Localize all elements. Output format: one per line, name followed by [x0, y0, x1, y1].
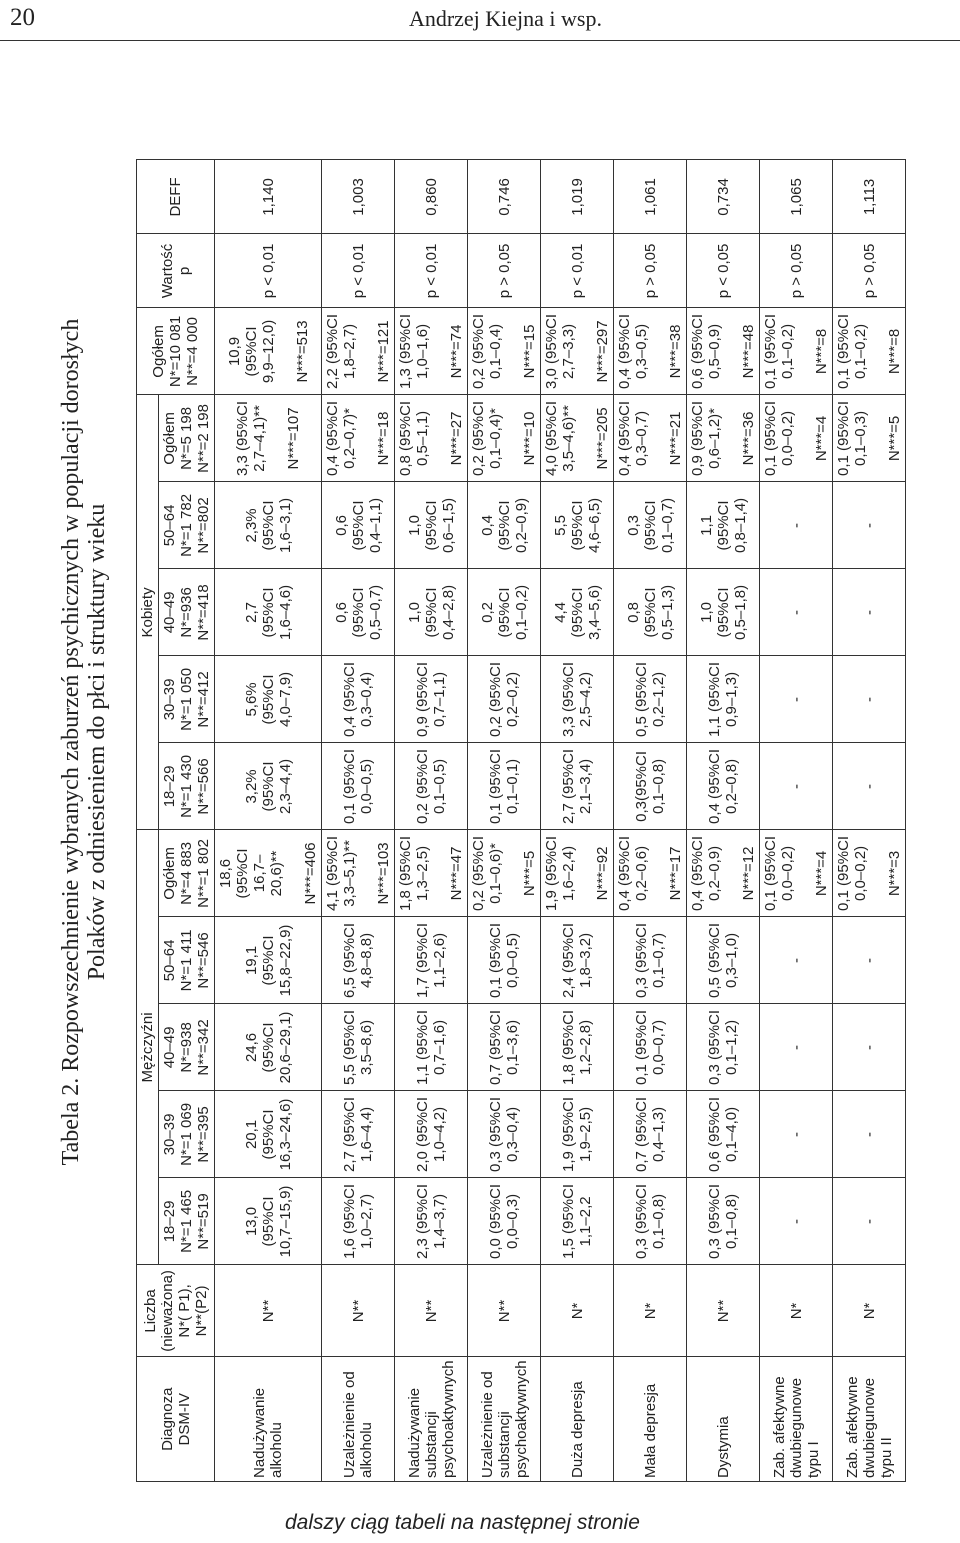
row-cell: 2,4 (95%CI 1,8–3,2)	[541, 917, 614, 1004]
subheader-col-7: 40–49 N*=936 N**=418	[159, 569, 215, 656]
row-cell: -	[833, 1178, 906, 1265]
row-cell: 0,2 (95%CI 0,1–0,2)	[468, 569, 541, 656]
header-men: Mężczyźni	[137, 830, 159, 1265]
table-title	[58, 2, 110, 1482]
row-diagnosis: Uzależnienie od alkoholu	[322, 1357, 395, 1482]
row-cell: 1,0 (95%CI 0,6–1,5)	[395, 482, 468, 569]
row-cell: 0,4 (95%CI 0,2–0,9)	[468, 482, 541, 569]
row-diagnosis: Duża depresja	[541, 1357, 614, 1482]
row-p-value: p > 0,05	[833, 234, 906, 308]
row-cell: 1,0 (95%CI 0,5–1,8)	[687, 569, 760, 656]
row-cell: 0,3 (95%CI 0,1–0,8)	[614, 1178, 687, 1265]
subheader-col-9: Ogółem N*=5 198 N**=2 198	[159, 395, 215, 482]
table-title-line-1: Tabela 2. Rozpowszechnienie wybranych zaburzeń psychicznych w populacji dorosłych	[58, 318, 84, 1166]
subheader-col-0: 18–29 N*=1 465 N**=519	[159, 1178, 215, 1265]
running-header-authors: Andrzej Kiejna i wsp.	[408, 6, 602, 31]
row-cell: 0,7 (95%CI 0,1–3,6)	[468, 1004, 541, 1091]
table-row	[395, 160, 468, 1482]
row-diagnosis: Uzależnienie od substancji psychoaktywnych	[468, 1357, 541, 1482]
row-diagnosis: Dystymia	[687, 1357, 760, 1482]
row-deff: 1,003	[322, 160, 395, 234]
table-title-line-2: Polaków z odniesieniem do płci i struktury wieku	[84, 503, 110, 981]
row-cell: 4,0 (95%CI 3,5–4,6)** N***=205	[541, 395, 614, 482]
row-deff: 1,019	[541, 160, 614, 234]
row-cell: -	[760, 1091, 833, 1178]
row-cell: 2,3 (95%CI 1,4–3,7)	[395, 1178, 468, 1265]
row-cell: 5,5 (95%CI 4,6–6,5)	[541, 482, 614, 569]
row-cell: 0,1 (95%CI 0,1–0,3) N***=5	[833, 395, 906, 482]
row-count-type: N*	[833, 1265, 906, 1357]
row-cell: 0,6 (95%CI 0,5–0,9) N***=48	[687, 308, 760, 395]
row-cell: 3,2% (95%CI 2,3–4,4)	[215, 743, 322, 830]
row-cell: 0,1 (95%CI 0,0–0,5)	[468, 917, 541, 1004]
row-cell: -	[833, 1004, 906, 1091]
page-number: 20	[10, 4, 35, 31]
table-row	[760, 160, 833, 1482]
row-deff: 1,061	[614, 160, 687, 234]
row-diagnosis: Nadużywanie alkoholu	[215, 1357, 322, 1482]
row-p-value: p > 0,05	[760, 234, 833, 308]
row-p-value: p < 0,01	[322, 234, 395, 308]
row-cell: 0,4 (95%CI 0,2–0,9) N***=12	[687, 830, 760, 917]
row-cell: 0,1 (95%CI 0,0–0,2) N***=3	[833, 830, 906, 917]
row-cell: 13,0 (95%CI 10,7–15,9)	[215, 1178, 322, 1265]
row-cell: 0,3(95%CI 0,1–0,8)	[614, 743, 687, 830]
subheader-col-1: 30–39 N*=1 069 N**=395	[159, 1091, 215, 1178]
table-body	[215, 160, 906, 1482]
row-cell: -	[760, 1178, 833, 1265]
row-deff: 1,140	[215, 160, 322, 234]
row-cell: 0,1 (95%CI 0,0–0,2) N***=4	[760, 830, 833, 917]
row-count-type: N**	[687, 1265, 760, 1357]
row-count-type: N**	[322, 1265, 395, 1357]
row-cell: 0,4 (95%CI 0,3–0,4)	[322, 656, 395, 743]
row-cell: 2,2 (95%CI 1,8–2,7) N***=121	[322, 308, 395, 395]
row-cell: -	[833, 569, 906, 656]
table-row	[833, 160, 906, 1482]
table-row	[468, 160, 541, 1482]
header-count: Liczba (nieważona) N*( P1), N**(P2)	[137, 1265, 215, 1357]
row-cell: 4,1 (95%CI 3,3–5,1)** N***=103	[322, 830, 395, 917]
row-cell: 2,7 (95%CI 1,6–4,4)	[322, 1091, 395, 1178]
header-diagnosis: Diagnoza DSM-IV	[137, 1357, 215, 1482]
row-cell: -	[760, 917, 833, 1004]
row-cell: 0,4 (95%CI 0,3–0,5) N***=38	[614, 308, 687, 395]
row-cell: 18,6 (95%CI 16,7–20,6)** N***=406	[215, 830, 322, 917]
row-cell: 0,5 (95%CI 0,3–1,0)	[687, 917, 760, 1004]
row-cell: -	[760, 743, 833, 830]
table-row	[541, 160, 614, 1482]
table-head	[137, 160, 215, 1482]
row-p-value: p < 0,01	[395, 234, 468, 308]
row-cell: -	[833, 482, 906, 569]
row-cell: 19,1 (95%CI 15,8–22,9)	[215, 917, 322, 1004]
row-cell: -	[760, 482, 833, 569]
table-row	[322, 160, 395, 1482]
row-cell: -	[760, 1004, 833, 1091]
row-cell: -	[833, 743, 906, 830]
row-cell: 2,7 (95%CI 1,6–4,6)	[215, 569, 322, 656]
row-deff: 0,860	[395, 160, 468, 234]
row-cell: -	[760, 656, 833, 743]
row-cell: 1,6 (95%CI 1,0–2,7)	[322, 1178, 395, 1265]
row-cell: 1,8 (95%CI 1,2–2,8)	[541, 1004, 614, 1091]
row-cell: 2,7 (95%CI 2,1–3,4)	[541, 743, 614, 830]
row-cell: 6,5 (95%CI 4,8–8,8)	[322, 917, 395, 1004]
row-cell: 0,4 (95%CI 0,3–0,7) N***=21	[614, 395, 687, 482]
row-count-type: N**	[215, 1265, 322, 1357]
row-count-type: N*	[541, 1265, 614, 1357]
table-row	[687, 160, 760, 1482]
row-cell: 0,3 (95%CI 0,1–0,7)	[614, 482, 687, 569]
row-cell: 1,9 (95%CI 1,9–2,5)	[541, 1091, 614, 1178]
row-cell: 24,6 (95%CI 20,6–29,1)	[215, 1004, 322, 1091]
row-p-value: p < 0,05	[687, 234, 760, 308]
row-p-value: p > 0,05	[468, 234, 541, 308]
row-cell: 1,1 (95%CI 0,8–1,4)	[687, 482, 760, 569]
row-p-value: p < 0,01	[541, 234, 614, 308]
header-women: Kobiety	[137, 395, 159, 830]
prevalence-table	[136, 159, 906, 1482]
row-count-type: N*	[614, 1265, 687, 1357]
table-row	[614, 160, 687, 1482]
row-cell: 0,3 (95%CI 0,1–1,2)	[687, 1004, 760, 1091]
row-cell: 0,3 (95%CI 0,3–0,4)	[468, 1091, 541, 1178]
row-cell: 0,1 (95%CI 0,0–0,7)	[614, 1004, 687, 1091]
row-cell: 1,5 (95%CI 1,1–2,2	[541, 1178, 614, 1265]
header-total: Ogółem N*=10 081 N**=4 000	[137, 308, 215, 395]
row-cell: -	[833, 1091, 906, 1178]
row-cell: 0,4 (95%CI 0,2–0,8)	[687, 743, 760, 830]
row-diagnosis: Nadużywanie substancji psychoaktywnych	[395, 1357, 468, 1482]
row-cell: 3,3 (95%CI 2,7–4,1)** N***=107	[215, 395, 322, 482]
row-diagnosis: Zab. afektywne dwubiegunowe typu II	[833, 1357, 906, 1482]
row-diagnosis: Zab. afektywne dwubiegunowe typu I	[760, 1357, 833, 1482]
row-cell: -	[833, 656, 906, 743]
row-cell: 0,1 (95%CI 0,1–0,2) N***=8	[833, 308, 906, 395]
row-cell: 0,3 (95%CI 0,1–0,8)	[687, 1178, 760, 1265]
row-cell: 0,7 (95%CI 0,4–1,3)	[614, 1091, 687, 1178]
row-cell: 0,8 (95%CI 0,5–1,1) N***=27	[395, 395, 468, 482]
row-cell: 0,4 (95%CI 0,2–0,6) N***=17	[614, 830, 687, 917]
row-cell: 0,0 (95%CI 0,0–0,3)	[468, 1178, 541, 1265]
row-cell: 0,2 (95%CI 0,1–0,6)* N***=5	[468, 830, 541, 917]
row-cell: 20,1 (95%CI 16,3–24,6)	[215, 1091, 322, 1178]
subheader-col-4: Ogółem N*=4 883 N**=1 802	[159, 830, 215, 917]
row-cell: 1,1 (95%CI 0,9–1,3)	[687, 656, 760, 743]
row-cell: 1,7 (95%CI 1,1–2,6)	[395, 917, 468, 1004]
row-cell: 0,9 (95%CI 0,7–1,1)	[395, 656, 468, 743]
row-count-type: N**	[395, 1265, 468, 1357]
row-cell: 0,1 (95%CI 0,0–0,5)	[322, 743, 395, 830]
row-cell: 0,6 (95%CI 0,4–1,1)	[322, 482, 395, 569]
row-cell: 0,2 (95%CI 0,1–0,5)	[395, 743, 468, 830]
row-cell: 3,3 (95%CI 2,5–4,2)	[541, 656, 614, 743]
subheader-col-6: 30–39 N*=1 050 N**=412	[159, 656, 215, 743]
row-deff: 0,746	[468, 160, 541, 234]
row-count-type: N**	[468, 1265, 541, 1357]
row-cell: 0,2 (95%CI 0,2–0,2)	[468, 656, 541, 743]
continuation-note: dalszy ciąg tabeli na następnej stronie	[285, 1511, 640, 1534]
row-deff: 0,734	[687, 160, 760, 234]
row-diagnosis: Mała depresja	[614, 1357, 687, 1482]
row-cell: 5,5 (95%CI 3,5–8,6)	[322, 1004, 395, 1091]
row-cell: 5,6% (95%CI 4,0–7,9)	[215, 656, 322, 743]
row-count-type: N*	[760, 1265, 833, 1357]
row-cell: 1,1 (95%CI 0,7–1,6)	[395, 1004, 468, 1091]
header-p-value: Wartość p	[137, 234, 215, 308]
row-cell: 0,2 (95%CI 0,1–0,4) N***=15	[468, 308, 541, 395]
row-cell: -	[760, 569, 833, 656]
row-cell: 0,5 (95%CI 0,2–1,2)	[614, 656, 687, 743]
subheader-col-3: 50–64 N*=1 411 N**=546	[159, 917, 215, 1004]
subheader-col-8: 50–64 N*=1 782 N**=802	[159, 482, 215, 569]
row-cell: 0,6 (95%CI 0,1–4,0)	[687, 1091, 760, 1178]
row-cell: 2,0 (95%CI 1,0–4,2)	[395, 1091, 468, 1178]
row-cell: 0,1 (95%CI 0,0–0,2) N***=4	[760, 395, 833, 482]
row-cell: 10,9 (95%CI 9,9–12,0) N***=513	[215, 308, 322, 395]
row-cell: 0,1 (95%CI 0,1–0,2) N***=8	[760, 308, 833, 395]
row-cell: 0,1 (95%CI 0,1–0,1)	[468, 743, 541, 830]
row-cell: 1,3 (95%CI 1,0–1,6) N***=74	[395, 308, 468, 395]
row-deff: 1,065	[760, 160, 833, 234]
row-p-value: p < 0,01	[215, 234, 322, 308]
table-row	[215, 160, 322, 1482]
row-cell: 0,8 (95%CI 0,5–1,3)	[614, 569, 687, 656]
row-cell: 0,2 (95%CI 0,1–0,4)* N***=10	[468, 395, 541, 482]
row-cell: 1,8 (95%CI 1,3–2,5) N***=47	[395, 830, 468, 917]
row-p-value: p > 0,05	[614, 234, 687, 308]
row-cell: 0,4 (95%CI 0,2–0,7)* N***=18	[322, 395, 395, 482]
row-deff: 1,113	[833, 160, 906, 234]
row-cell: 3,0 (95%CI 2,7–3,3) N***=297	[541, 308, 614, 395]
row-cell: 4,4 (95%CI 3,4–5,6)	[541, 569, 614, 656]
row-cell: -	[833, 917, 906, 1004]
row-cell: 1,0 (95%CI 0,4–2,8)	[395, 569, 468, 656]
row-cell: 1,9 (95%CI 1,6–2,4) N***=92	[541, 830, 614, 917]
row-cell: 0,3 (95%CI 0,1–0,7)	[614, 917, 687, 1004]
rotated-table-block	[58, 2, 928, 1482]
row-cell: 0,9 (95%CI 0,6–1,2)* N***=36	[687, 395, 760, 482]
row-cell: 0,6 (95%CI 0,5–0,7)	[322, 569, 395, 656]
row-cell: 2,3% (95%CI 1,6–3,1)	[215, 482, 322, 569]
header-deff: DEFF	[137, 160, 215, 234]
subheader-col-2: 40–49 N*=938 N**=342	[159, 1004, 215, 1091]
subheader-col-5: 18–29 N*=1 430 N**=566	[159, 743, 215, 830]
